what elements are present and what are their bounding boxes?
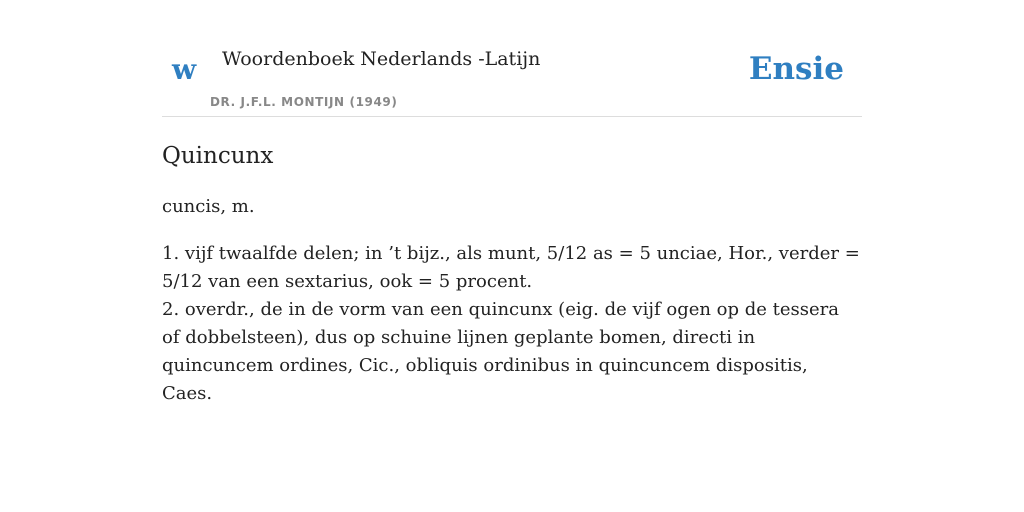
definition-sense-2: 2. overdr., de in de vorm van een quincunx (eig. de vijf ogen op de tessera of dobbelsteen), dus op schuine lijnen geplante bomen, directi in quincuncem ordines, Cic., obliquis ordinibus in quincuncem dispositis, Caes.: [162, 299, 840, 404]
definition-sense-1: 1. vijf twaalfde delen; in ’t bijz., als munt, 5/12 as = 5 unciae, Hor., verder = 5/12 van een sextarius, ook = 5 procent.: [162, 243, 860, 292]
dictionary-title[interactable]: Woordenboek Nederlands -Latijn: [222, 48, 541, 70]
dictionary-logo[interactable]: w: [172, 53, 197, 86]
dictionary-header: [162, 0, 862, 117]
ensie-logo[interactable]: Ensie: [748, 51, 844, 87]
dictionary-author: DR. J.F.L. MONTIJN (1949): [210, 95, 398, 109]
entry-grammar: cuncis, m.: [162, 196, 255, 217]
page: [162, 0, 862, 408]
entry-definitions: [162, 240, 862, 408]
entry-headword: Quincunx: [162, 143, 274, 169]
